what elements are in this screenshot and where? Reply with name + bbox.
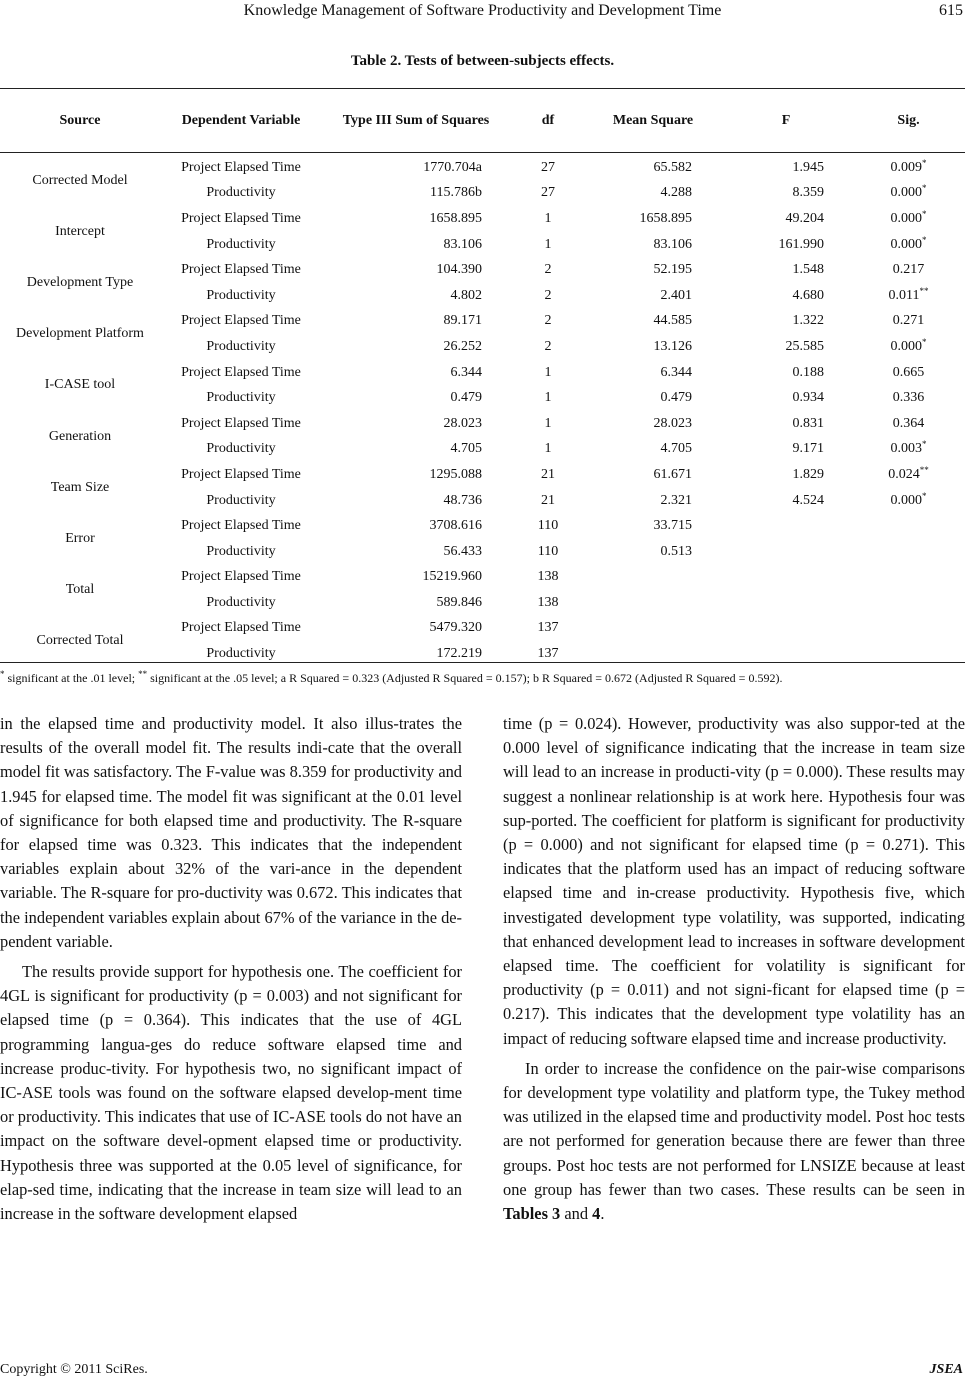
table-header-row <box>0 89 965 153</box>
f-value-cell: 161.990 <box>778 236 824 252</box>
sig-cell <box>852 385 965 411</box>
sum-of-squares-cell: 48.736 <box>443 492 482 508</box>
f-value-cell: 25.585 <box>785 338 824 354</box>
significance-mark: * <box>922 183 927 194</box>
f-value-cell: 1.945 <box>792 159 824 175</box>
dependent-variable-cell: Productivity <box>206 185 276 201</box>
mean-square-cell: 28.023 <box>653 415 692 431</box>
f-value-cell <box>720 565 852 591</box>
f-value-cell: 0.188 <box>792 364 824 380</box>
sig-cell <box>852 206 965 232</box>
sum-of-squares-cell: 172.219 <box>436 646 482 662</box>
df-cell: 2 <box>544 262 552 278</box>
sum-of-squares-cell: 28.023 <box>443 415 482 431</box>
paragraph: time (p = 0.024). However, productivity was also suppor-ted at the 0.000 level of significance indicating that the increase in team size will lead to an increase in producti-vity (p = 0.000). These results may suggest a nonlinear relationship is at work here. Hypothesis four was sup-ported. The coefficient for platform is significant for productivity (p = 0.000) and not significant for elapsed time (p = 0.271). This indicates that the platform used has an impact of reducing software elapsed time and in-crease productivity. Hypothesis five, which investigated development type volatility, was supported, indicating that enhanced development lead to increases in software development elapsed time. The coefficient for volatility is significant for productivity (p = 0.011) and not signi-ficant for elapsed time (p = 0.217). This indicates that the development type volatility has an impact of reducing software elapsed time and increase productivity. <box>503 714 965 1048</box>
sig-cell <box>852 565 965 591</box>
significance-mark: ** <box>919 464 929 475</box>
sig-value: 0.003 <box>890 441 922 457</box>
mean-square-cell: 0.513 <box>660 543 692 559</box>
df-cell: 138 <box>537 594 559 610</box>
column-header: Mean Square <box>586 89 720 153</box>
table-row <box>0 206 965 232</box>
df-cell: 27 <box>541 159 555 175</box>
mean-square-cell: 44.585 <box>653 313 692 329</box>
sig-cell <box>852 462 965 488</box>
table-row <box>0 565 965 591</box>
mean-square-cell: 1658.895 <box>639 210 692 226</box>
f-value-cell: 49.204 <box>785 210 824 226</box>
df-cell: 1 <box>544 415 552 431</box>
mean-square-cell <box>586 616 720 642</box>
table-body <box>0 153 965 667</box>
table-reference-link[interactable]: 4 <box>592 1204 601 1224</box>
sig-value: 0.011 <box>888 287 920 303</box>
footnote-mark-2: ** <box>138 669 148 679</box>
sum-of-squares-cell: 89.171 <box>443 313 482 329</box>
column-header: Source <box>0 89 160 153</box>
f-value-cell: 1.548 <box>792 262 824 278</box>
sum-of-squares-cell: 589.846 <box>436 594 482 610</box>
sig-cell <box>852 360 965 386</box>
mean-square-cell: 6.344 <box>660 364 692 380</box>
source-cell: Team Size <box>50 479 110 495</box>
df-cell: 1 <box>544 364 552 380</box>
running-head-title: Knowledge Management of Software Productivity and Development Time <box>243 2 722 19</box>
sig-value: 0.336 <box>892 390 925 406</box>
sig-value: 0.271 <box>892 313 925 329</box>
table-row <box>0 411 965 437</box>
source-cell: Error <box>65 530 95 546</box>
sig-cell <box>852 616 965 642</box>
dependent-variable-cell: Project Elapsed Time <box>181 518 301 534</box>
df-cell: 1 <box>544 441 552 457</box>
mean-square-cell <box>586 641 720 667</box>
sig-value: 0.000 <box>890 185 922 201</box>
footnote-mark-1: * <box>0 669 5 679</box>
table-caption: Table 2. Tests of between-subjects effects. <box>350 53 615 69</box>
significance-mark: * <box>922 490 927 501</box>
sum-of-squares-cell: 104.390 <box>436 262 482 278</box>
dependent-variable-cell: Project Elapsed Time <box>181 569 301 585</box>
paragraph-text: In order to increase the confidence on the pair-wise comparisons for development type volatility and platform type, the Tukey method was utilized in the elapsed time and productivity model. Post hoc tests are not performed for generation because there are fewer than three groups. Post hoc tests are not performed for LNSIZE because at least one group has fewer than two cases. These results can be seen in <box>503 1058 965 1199</box>
sig-cell <box>852 283 965 309</box>
f-value-cell <box>720 590 852 616</box>
footnote-text-1: significant at the .01 level; <box>4 671 139 685</box>
dependent-variable-cell: Productivity <box>206 492 276 508</box>
anova-table <box>0 88 965 667</box>
dependent-variable-cell: Project Elapsed Time <box>181 210 301 226</box>
sig-cell <box>852 232 965 258</box>
table-footnote <box>0 671 965 686</box>
dependent-variable-cell: Productivity <box>206 236 276 252</box>
sum-of-squares-cell: 0.479 <box>450 390 482 406</box>
sig-value: 0.000 <box>890 210 922 226</box>
table-row <box>0 309 965 335</box>
sig-cell <box>852 488 965 514</box>
paragraph-text: . <box>600 1204 605 1224</box>
source-cell: Corrected Model <box>32 172 128 188</box>
page-footer <box>0 1362 965 1378</box>
mean-square-cell: 33.715 <box>653 518 692 534</box>
df-cell: 110 <box>537 518 559 534</box>
f-value-cell: 0.934 <box>792 390 824 406</box>
df-cell: 137 <box>537 620 559 636</box>
mean-square-cell: 65.582 <box>653 159 692 175</box>
significance-mark: * <box>922 234 927 245</box>
sum-of-squares-cell: 4.802 <box>450 287 482 303</box>
sig-cell <box>852 334 965 360</box>
f-value-cell <box>720 513 852 539</box>
f-value-cell <box>720 641 852 667</box>
table-row <box>0 513 965 539</box>
df-cell: 1 <box>544 236 552 252</box>
paragraph: in the elapsed time and productivity model. It also illus-trates the results of the overall model fit. The results indi-cate that the overall model fit was satisfactory. The F-value was 8.359 for productivity and 1.945 for elapsed time. The model fit was significant at the 0.01 level of significance for both elapsed time and productivity. The R-square for elapsed time was 0.323. This indicates that the independent variables explain about 32% of the vari-ance in the dependent variable. The R-square for pro-ductivity was 0.672. This indicates that the independent variables explain about 67% of the variance in the de-pendent variable. <box>0 714 462 951</box>
dependent-variable-cell: Productivity <box>206 441 276 457</box>
mean-square-cell: 61.671 <box>653 466 692 482</box>
df-cell: 2 <box>544 287 552 303</box>
df-cell: 21 <box>541 492 555 508</box>
running-head <box>0 0 965 30</box>
f-value-cell: 9.171 <box>792 441 824 457</box>
mean-square-cell: 13.126 <box>653 338 692 354</box>
footnote-text-2: significant at the .05 level; a R Squared = 0.323 (Adjusted R Squared = 0.157); b R Squared = 0.672 (Adjusted R Squared = 0.592). <box>147 671 783 685</box>
dependent-variable-cell: Productivity <box>206 338 276 354</box>
sig-cell <box>852 641 965 667</box>
mean-square-cell: 2.321 <box>660 492 692 508</box>
page-number: 615 <box>939 2 963 19</box>
mean-square-cell: 2.401 <box>660 287 692 303</box>
df-cell: 137 <box>537 646 559 662</box>
sig-cell <box>852 309 965 335</box>
source-cell: Generation <box>48 428 112 444</box>
dependent-variable-cell: Project Elapsed Time <box>181 620 301 636</box>
dependent-variable-cell: Project Elapsed Time <box>181 364 301 380</box>
df-cell: 138 <box>537 569 559 585</box>
sum-of-squares-cell: 115.786b <box>430 185 482 201</box>
table-row <box>0 360 965 386</box>
table-reference-link[interactable]: Tables 3 <box>503 1204 561 1224</box>
dependent-variable-cell: Productivity <box>206 287 276 303</box>
sig-cell <box>852 539 965 565</box>
f-value-cell <box>720 616 852 642</box>
table-row <box>0 616 965 642</box>
paragraph: The results provide support for hypothesis one. The coefficient for 4GL is significant for productivity (p = 0.003) and not significant for elapsed time (p = 0.364). This indicates that the use of 4GL programming langua-ges do reduce software elapsed time and increase produc-tivity. For hypothesis two, no significant impact of IC-ASE tools was found on the software elapsed develop-ment time or productivity. This indicates that use of IC-ASE tools do not have an impact on the software devel-opment elapsed time or productivity. Hypothesis three was supported at the 0.05 level of significance, for elap-sed time, indicating that the increase in team size will lead to an increase in the software development elapsed <box>0 962 462 1224</box>
table-row <box>0 462 965 488</box>
body-column-right <box>503 712 965 1226</box>
sig-value: 0.009 <box>890 159 922 175</box>
sum-of-squares-cell: 26.252 <box>443 338 482 354</box>
sig-cell <box>852 257 965 283</box>
sum-of-squares-cell: 56.433 <box>443 543 482 559</box>
sig-value: 0.024 <box>888 466 920 482</box>
sig-value: 0.364 <box>892 415 925 431</box>
sig-cell <box>852 153 965 181</box>
df-cell: 27 <box>541 185 555 201</box>
f-value-cell: 8.359 <box>792 185 824 201</box>
f-value-cell: 4.524 <box>792 492 824 508</box>
df-cell: 1 <box>544 390 552 406</box>
column-header: Dependent Variable <box>160 89 322 153</box>
sum-of-squares-cell: 15219.960 <box>422 569 482 585</box>
dependent-variable-cell: Project Elapsed Time <box>181 262 301 278</box>
sig-cell <box>852 513 965 539</box>
source-cell: Corrected Total <box>36 633 124 649</box>
df-cell: 110 <box>537 543 559 559</box>
mean-square-cell: 0.479 <box>660 390 692 406</box>
sum-of-squares-cell: 1295.088 <box>429 466 482 482</box>
f-value-cell: 4.680 <box>792 287 824 303</box>
sum-of-squares-cell: 83.106 <box>443 236 482 252</box>
df-cell: 21 <box>541 466 555 482</box>
copyright-notice: Copyright © 2011 SciRes. <box>0 1362 148 1377</box>
dependent-variable-cell: Project Elapsed Time <box>181 159 301 175</box>
significance-mark: * <box>922 208 927 219</box>
df-cell: 2 <box>544 313 552 329</box>
f-value-cell: 0.831 <box>792 415 824 431</box>
paragraph <box>503 1057 965 1226</box>
source-cell: Development Platform <box>16 326 144 342</box>
sig-cell <box>852 181 965 207</box>
column-header: F <box>720 89 852 153</box>
column-header: df <box>510 89 586 153</box>
sig-cell <box>852 411 965 437</box>
significance-mark: * <box>922 157 927 168</box>
sum-of-squares-cell: 6.344 <box>450 364 482 380</box>
sig-value: 0.000 <box>890 338 922 354</box>
mean-square-cell: 4.288 <box>660 185 692 201</box>
sum-of-squares-cell: 5479.320 <box>429 620 482 636</box>
df-cell: 1 <box>544 210 552 226</box>
significance-mark: ** <box>919 285 929 296</box>
df-cell: 2 <box>544 338 552 354</box>
sum-of-squares-cell: 4.705 <box>450 441 482 457</box>
column-header: Type III Sum of Squares <box>322 89 510 153</box>
dependent-variable-cell: Productivity <box>206 390 276 406</box>
sig-value: 0.217 <box>892 262 925 278</box>
dependent-variable-cell: Project Elapsed Time <box>181 466 301 482</box>
f-value-cell <box>720 539 852 565</box>
f-value-cell: 1.322 <box>792 313 824 329</box>
paragraph-text: and <box>560 1204 593 1224</box>
sig-value: 0.000 <box>890 492 922 508</box>
body-column-left <box>0 712 462 1226</box>
source-cell: Total <box>65 582 95 598</box>
source-cell: Intercept <box>55 223 105 239</box>
sig-value: 0.000 <box>890 236 922 252</box>
significance-mark: * <box>922 439 927 450</box>
significance-mark: * <box>922 336 927 347</box>
mean-square-cell <box>586 590 720 616</box>
sum-of-squares-cell: 1658.895 <box>429 210 482 226</box>
journal-name: JSEA <box>929 1362 963 1377</box>
sig-cell <box>852 590 965 616</box>
mean-square-cell: 83.106 <box>653 236 692 252</box>
dependent-variable-cell: Productivity <box>206 543 276 559</box>
dependent-variable-cell: Productivity <box>206 594 276 610</box>
table-bottom-rule <box>0 662 965 663</box>
mean-square-cell: 4.705 <box>660 441 692 457</box>
sig-cell <box>852 437 965 463</box>
sum-of-squares-cell: 3708.616 <box>429 518 482 534</box>
mean-square-cell <box>586 565 720 591</box>
dependent-variable-cell: Project Elapsed Time <box>181 415 301 431</box>
sig-value: 0.665 <box>892 364 925 380</box>
table-row <box>0 257 965 283</box>
sum-of-squares-cell: 1770.704a <box>423 159 482 175</box>
column-header: Sig. <box>852 89 965 153</box>
dependent-variable-cell: Project Elapsed Time <box>181 313 301 329</box>
f-value-cell: 1.829 <box>792 466 824 482</box>
dependent-variable-cell: Productivity <box>206 646 276 662</box>
anova-table-container <box>0 88 965 667</box>
table-row <box>0 153 965 181</box>
mean-square-cell: 52.195 <box>653 262 692 278</box>
source-cell: Development Type <box>26 274 134 290</box>
source-cell: I-CASE tool <box>44 377 116 393</box>
